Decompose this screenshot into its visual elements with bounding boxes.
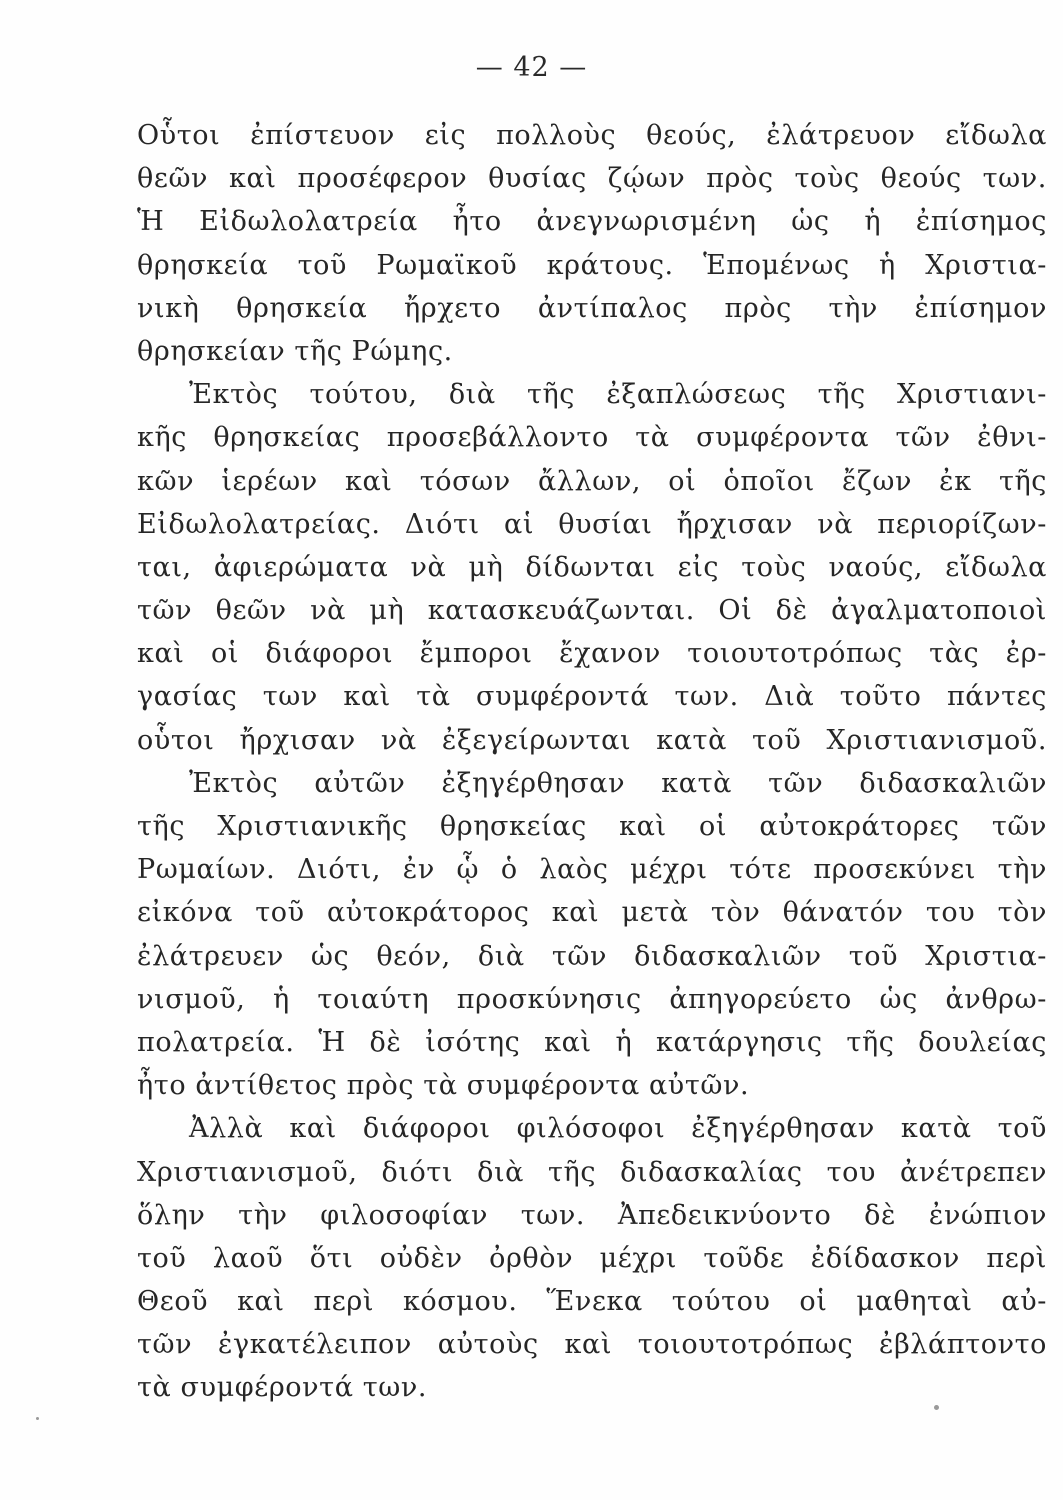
page-number: — 42 — [475, 52, 588, 83]
text-line: γασίας των καὶ τὰ συμφέροντά των. Διὰ τοῦτο πάντες [137, 681, 1047, 713]
text-line: ται, ἀφιερώματα νὰ μὴ δίδωνται εἰς τοὺς ναούς, εἴδωλα [137, 551, 1047, 583]
text-line: Ἐκτὸς τούτου, διὰ τῆς ἐξαπλώσεως τῆς Χριστιανι- [189, 379, 1047, 411]
text-line: κῆς θρησκείας προσεβάλλοντο τὰ συμφέροντα τῶν ἐθνι- [137, 422, 1047, 454]
paper-speck [36, 1417, 39, 1420]
text-line: Ἀλλὰ καὶ διάφοροι φιλόσοφοι ἐξηγέρθησαν κατὰ τοῦ [189, 1113, 1047, 1145]
text-line: τῶν θεῶν νὰ μὴ κατασκευάζωνται. Οἱ δὲ ἀγαλματοποιοὶ [137, 595, 1047, 627]
text-line: Ἡ Εἰδωλολατρεία ἦτο ἀνεγνωρισμένη ὡς ἡ ἐπίσημος [137, 206, 1047, 238]
text-line: κῶν ἱερέων καὶ τόσων ἄλλων, οἱ ὁποῖοι ἔζων ἐκ τῆς [137, 465, 1047, 497]
text-line: Εἰδωλολατρείας. Διότι αἱ θυσίαι ἤρχισαν νὰ περιορίζων- [137, 508, 1047, 540]
text-line: ἐλάτρευεν ὡς θεόν, διὰ τῶν διδασκαλιῶν τοῦ Χριστια- [137, 940, 1047, 972]
text-line: νισμοῦ, ἡ τοιαύτη προσκύνησις ἀπηγορεύετο ὡς ἀνθρω- [137, 983, 1047, 1015]
text-line: θρησκείαν τῆς Ρώμης. [137, 335, 453, 367]
text-line: τὰ συμφέροντά των. [137, 1372, 428, 1404]
text-line: Ἐκτὸς αὐτῶν ἐξηγέρθησαν κατὰ τῶν διδασκαλιῶν [189, 767, 1047, 799]
text-line: τοῦ λαοῦ ὅτι οὐδὲν ὀρθὸν μέχρι τοῦδε ἐδίδασκον περὶ [137, 1242, 1047, 1274]
text-line: ἦτο ἀντίθετος πρὸς τὰ συμφέροντα αὐτῶν. [137, 1070, 750, 1102]
text-line: τῆς Χριστιανικῆς θρησκείας καὶ οἱ αὐτοκράτορες τῶν [137, 811, 1047, 842]
text-line: καὶ οἱ διάφοροι ἔμποροι ἔχανον τοιουτοτρόπως τὰς ἐρ- [137, 638, 1047, 670]
paper-speck [934, 1405, 939, 1410]
text-line: θρησκεία τοῦ Ρωμαϊκοῦ κράτους. Ἑπομένως ἡ Χριστια- [137, 249, 1047, 281]
text-line: οὗτοι ἤρχισαν νὰ ἐξεγείρωνται κατὰ τοῦ Χριστιανισμοῦ. [137, 724, 1047, 756]
text-line: τῶν ἐγκατέλειπον αὐτοὺς καὶ τοιουτοτρόπως ἐβλάπτοντο [137, 1329, 1047, 1361]
text-line: πολατρεία. Ἡ δὲ ἰσότης καὶ ἡ κατάργησις τῆς δουλείας [137, 1026, 1047, 1058]
text-line: θεῶν καὶ προσέφερον θυσίας ζῴων πρὸς τοὺς θεούς των. [137, 163, 1047, 195]
text-line: Χριστιανισμοῦ, διότι διὰ τῆς διδασκαλίας του ἀνέτρεπεν [137, 1156, 1047, 1188]
body-text [137, 114, 1047, 1410]
text-line: Ρωμαίων. Διότι, ἐν ᾧ ὁ λαὸς μέχρι τότε προσεκύνει τὴν [137, 854, 1047, 886]
text-line: Θεοῦ καὶ περὶ κόσμου. Ἕνεκα τούτου οἱ μαθηταὶ αὐ- [137, 1286, 1047, 1318]
text-line: νικὴ θρησκεία ἤρχετο ἀντίπαλος πρὸς τὴν ἐπίσημον [137, 292, 1047, 324]
text-line: εἰκόνα τοῦ αὐτοκράτορος καὶ μετὰ τὸν θάνατόν του τὸν [137, 897, 1047, 929]
text-line: ὅλην τὴν φιλοσοφίαν των. Ἀπεδεικνύοντο δὲ ἐνώπιον [137, 1199, 1047, 1231]
text-line: Οὗτοι ἐπίστευον εἰς πολλοὺς θεούς, ἐλάτρευον εἴδωλα [137, 120, 1047, 151]
